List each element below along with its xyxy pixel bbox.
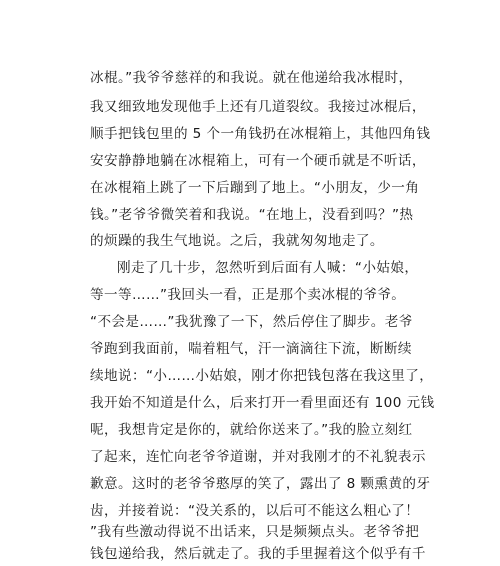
text-line: 我又细致地发现他手上还有几道裂纹。我接过冰棍后， (90, 99, 426, 115)
text-line: 我开始不知道是什么，后来打开一看里面还有 100 元钱 (90, 395, 435, 411)
text-line: ”我有些激动得说不出话来，只是频频点头。老爷爷把 (90, 524, 420, 540)
text-line: 了起来，连忙向老爷爷道谢，并对我刚才的不礼貌表示 (90, 449, 426, 465)
text-line: 钱。”老爷爷微笑着和我说。“在地上，没看到吗？”热 (90, 207, 414, 223)
text-line: 冰棍。”我爷爷慈祥的和我说。就在他递给我冰棍时， (90, 70, 413, 86)
text-line: 爷跑到我面前，喘着粗气，汗一滴滴往下流，断断续 (90, 341, 412, 357)
text-line: 歉意。这时的老爷爷憨厚的笑了，露出了 8 颗熏黄的牙 (90, 476, 431, 492)
paragraph-first-line: 刚走了几十步，忽然听到后面有人喊：“小姑娘， (117, 260, 419, 276)
text-line: 在冰棍箱上跳了一下后蹦到了地上。“小朋友，少一角 (90, 180, 420, 196)
text-line: 齿，并接着说：“没关系的，以后可不能这么粗心了！ (90, 503, 420, 519)
text-line: 的烦躁的我生气地说。之后，我就匆匆地走了。 (90, 233, 384, 249)
text-line: 呢，我想肯定是你的，就给你送来了。”我的脸立刻红 (90, 422, 413, 438)
text-line: 续地说：“小……小姑娘，刚才你把钱包落在我这里了， (90, 368, 434, 384)
text-line: 钱包递给我，然后就走了。我的手里握着这个似乎有千 (90, 546, 426, 562)
text-line: 等一等……”我回头一看，正是那个卖冰棍的爷爷。 (90, 287, 406, 303)
text-line: 安安静静地躺在冰棍箱上，可有一个硬币就是不听话， (90, 153, 426, 169)
text-line: “不会是……”我犹豫了一下，然后停住了脚步。老爷 (90, 314, 413, 330)
text-line: 顺手把钱包里的 5 个一角钱扔在冰棍箱上，其他四角钱 (90, 126, 431, 142)
